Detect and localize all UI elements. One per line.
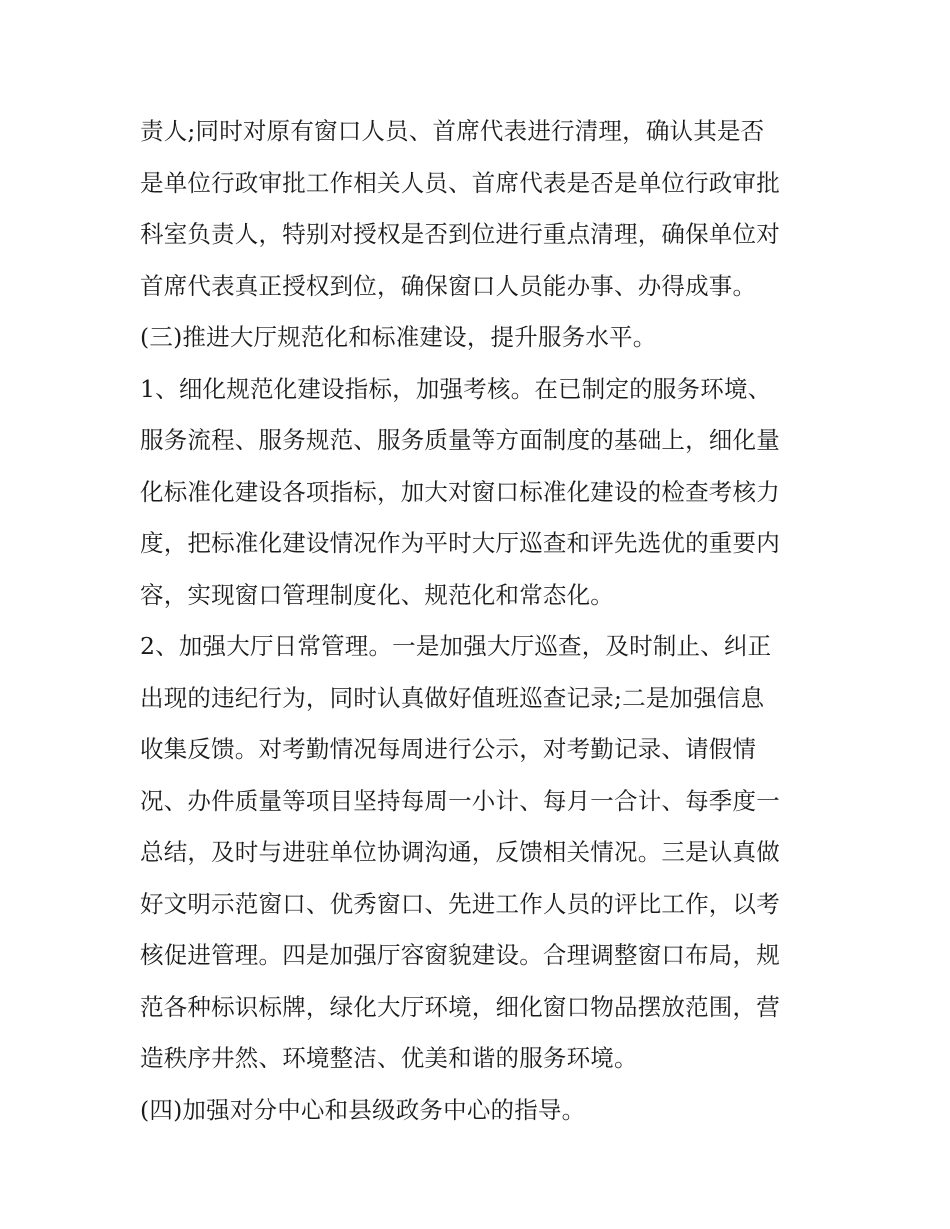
text-line: 化标准化建设各项指标，加大对窗口标准化建设的检查考核力 (140, 477, 780, 506)
body-text (140, 106, 830, 1136)
text-line: 况、办件质量等项目坚持每周一小计、每月一合计、每季度一 (140, 786, 780, 815)
text-line: 收集反馈。对考勤情况每周进行公示，对考勤记录、请假情 (140, 735, 757, 763)
text-line: 好文明示范窗口、优秀窗口、先进工作人员的评比工作，以考 (140, 889, 780, 918)
text-line: 范各种标识标牌，绿化大厅环境，细化窗口物品摆放范围，营 (140, 992, 780, 1021)
text-line: 核促进管理。四是加强厅容窗貌建设。合理调整窗口布局，规 (140, 941, 780, 969)
text-line: 科室负责人，特别对授权是否到位进行重点清理，确保单位对 (140, 220, 780, 248)
text-line: 2、加强大厅日常管理。一是加强大厅巡查，及时制止、纠正 (140, 632, 772, 660)
text-line: 容，实现窗口管理制度化、规范化和常态化。 (140, 580, 614, 609)
text-line: 1、细化规范化建设指标，加强考核。在已制定的服务环境、 (140, 374, 772, 403)
text-line: 服务流程、服务规范、服务质量等方面制度的基础上，细化量 (140, 426, 780, 454)
text-line: 总结，及时与进驻单位协调沟通，反馈相关情况。三是认真做 (140, 838, 780, 866)
section-heading: (四)加强对分中心和县级政务中心的指导。 (140, 1095, 586, 1124)
text-line: 出现的违纪行为，同时认真做好值班巡查记录;二是加强信息 (140, 683, 765, 712)
section-heading: (三)推进大厅规范化和标准建设，提升服务水平。 (140, 323, 657, 351)
text-line: 责人;同时对原有窗口人员、首席代表进行清理，确认其是否 (140, 117, 765, 145)
text-line: 造秩序井然、环境整洁、优美和谐的服务环境。 (140, 1044, 638, 1072)
text-line: 度，把标准化建设情况作为平时大厅巡查和评先选优的重要内 (140, 529, 780, 557)
text-line: 首席代表真正授权到位，确保窗口人员能办事、办得成事。 (140, 271, 757, 300)
text-line: 是单位行政审批工作相关人员、首席代表是否是单位行政审批 (140, 168, 780, 197)
